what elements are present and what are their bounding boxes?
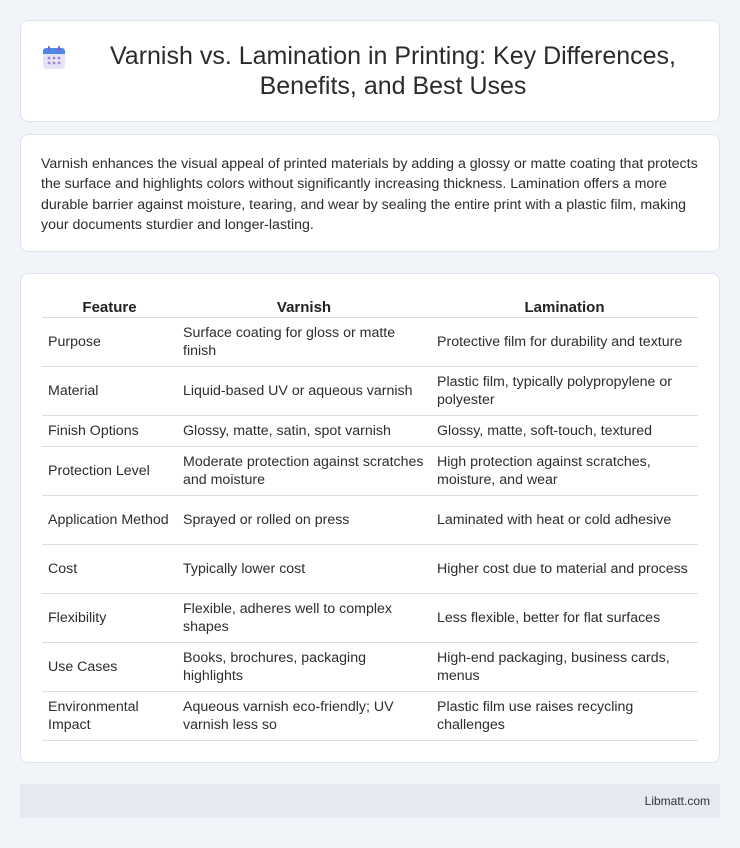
table-row (42, 447, 698, 496)
table-row (42, 496, 698, 545)
varnish-cell: Liquid-based UV or aqueous varnish (177, 367, 431, 416)
feature-cell: Protection Level (42, 447, 177, 496)
footer (20, 784, 720, 818)
varnish-cell: Glossy, matte, satin, spot varnish (177, 416, 431, 447)
lamination-cell: Laminated with heat or cold adhesive (431, 496, 698, 545)
header-lamination: Lamination (431, 296, 698, 318)
varnish-cell: Aqueous varnish eco-friendly; UV varnish less so (177, 692, 431, 741)
table-row (42, 594, 698, 643)
table-row (42, 545, 698, 594)
lamination-cell: Less flexible, better for flat surfaces (431, 594, 698, 643)
varnish-cell: Surface coating for gloss or matte finish (177, 318, 431, 367)
lamination-cell: High protection against scratches, moisture, and wear (431, 447, 698, 496)
lamination-cell: Higher cost due to material and process (431, 545, 698, 594)
lamination-cell: Glossy, matte, soft-touch, textured (431, 416, 698, 447)
feature-cell: Purpose (42, 318, 177, 367)
table-row (42, 692, 698, 741)
feature-cell: Cost (42, 545, 177, 594)
lamination-cell: High-end packaging, business cards, menus (431, 643, 698, 692)
comparison-table-card (20, 273, 720, 763)
varnish-cell: Moderate protection against scratches and moisture (177, 447, 431, 496)
header-varnish: Varnish (177, 296, 431, 318)
table-row (42, 318, 698, 367)
feature-cell: Use Cases (42, 643, 177, 692)
page-title: Varnish vs. Lamination in Printing: Key Differences, Benefits, and Best Uses (109, 42, 676, 100)
varnish-cell: Flexible, adheres well to complex shapes (177, 594, 431, 643)
varnish-cell: Typically lower cost (177, 545, 431, 594)
intro-card (20, 134, 720, 252)
comparison-table (42, 296, 698, 741)
lamination-cell: Plastic film, typically polypropylene or polyester (431, 367, 698, 416)
table-header-row (42, 296, 698, 318)
table-row (42, 367, 698, 416)
varnish-cell: Sprayed or rolled on press (177, 496, 431, 545)
feature-cell: Flexibility (42, 594, 177, 643)
lamination-cell: Plastic film use raises recycling challenges (431, 692, 698, 741)
varnish-cell: Books, brochures, packaging highlights (177, 643, 431, 692)
feature-cell: Finish Options (42, 416, 177, 447)
table-row (42, 643, 698, 692)
title-card (20, 20, 720, 122)
feature-cell: Material (42, 367, 177, 416)
lamination-cell: Protective film for durability and texture (431, 318, 698, 367)
table-row (42, 416, 698, 447)
feature-cell: Environmental Impact (42, 692, 177, 741)
footer-source-link[interactable]: Libmatt.com (644, 794, 710, 808)
calendar-icon (41, 45, 67, 71)
intro-paragraph: Varnish enhances the visual appeal of printed materials by adding a glossy or matte coating that protects the surface and highlights colors without significantly increasing thickness. Lamination offers a more durable barrier against moisture, tearing, and wear by sealing the entire print with a plastic film, making your documents sturdier and longer-lasting. (41, 156, 698, 233)
header-feature: Feature (42, 296, 177, 318)
feature-cell: Application Method (42, 496, 177, 545)
